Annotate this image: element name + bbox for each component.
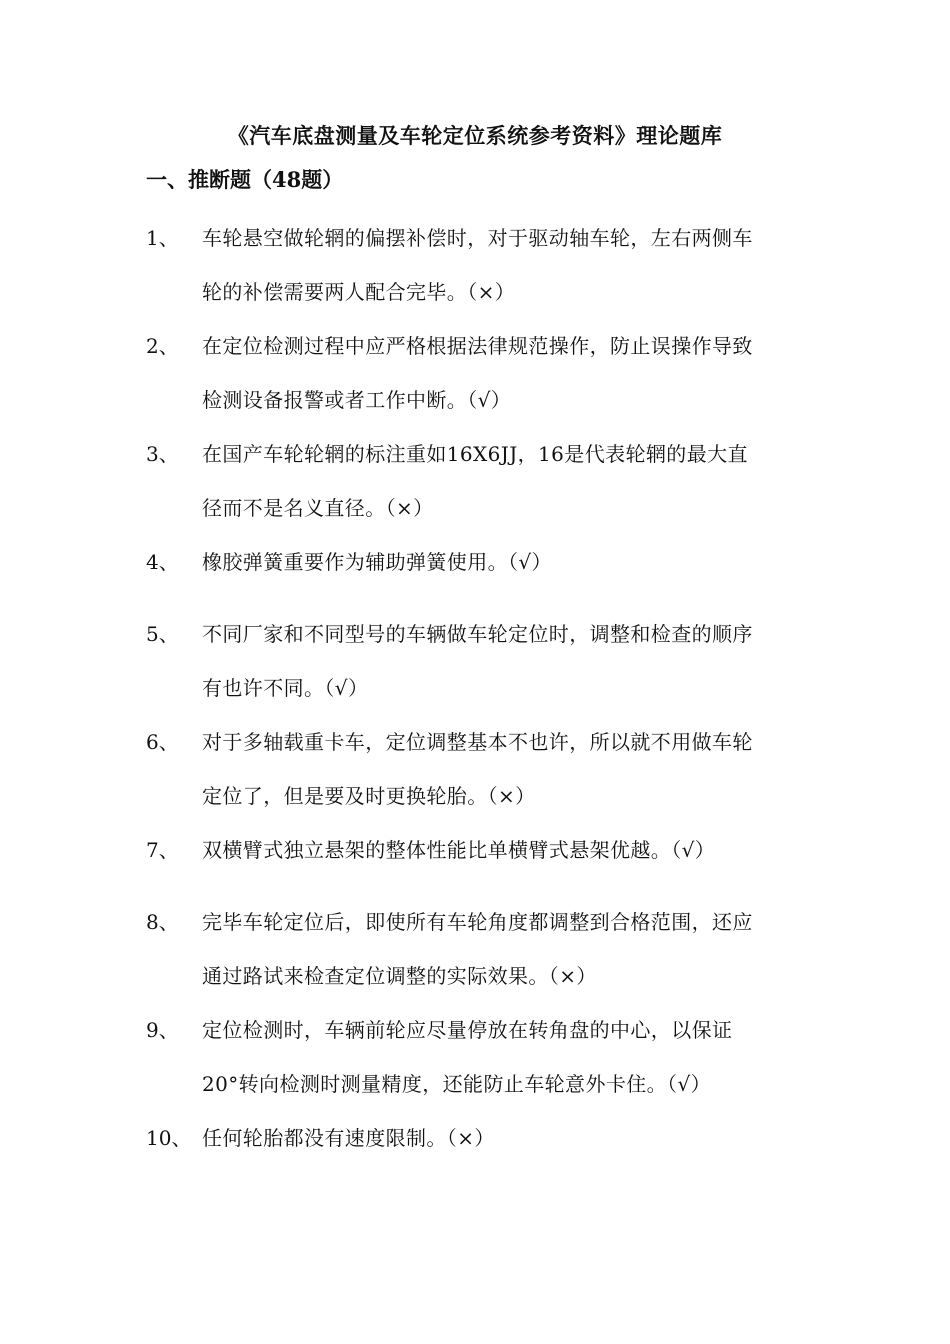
question-text-line: 不同厂家和不同型号的车辆做车轮定位时，调整和检查的顺序	[202, 622, 753, 646]
document-title: 《汽车底盘测量及车轮定位系统参考资料》理论题库	[227, 123, 723, 148]
question-text-line: 20°转向检测时测量精度，还能防止车轮意外卡住。（√）	[202, 1072, 711, 1096]
question-text-line: 在国产车轮轮辋的标注重如16X6JJ，16是代表轮辋的最大直	[202, 442, 748, 466]
question-number: 10、	[146, 1126, 192, 1150]
question-text-line: 车轮悬空做轮辋的偏摆补偿时，对于驱动轴车轮，左右两侧车	[202, 226, 753, 250]
question-number: 9、	[146, 1018, 179, 1042]
section-heading: 一、推断题（48题）	[146, 167, 344, 192]
question-text-line: 在定位检测过程中应严格根据法律规范操作，防止误操作导致	[202, 334, 753, 358]
question-number: 1、	[146, 226, 179, 250]
question-text-line: 通过路试来检查定位调整的实际效果。（×）	[202, 964, 597, 988]
question-number: 5、	[146, 622, 179, 646]
question-text-line: 轮的补偿需要两人配合完毕。（×）	[202, 280, 516, 304]
question-text-line: 双横臂式独立悬架的整体性能比单横臂式悬架优越。（√）	[202, 838, 716, 862]
question-number: 8、	[146, 910, 179, 934]
question-number: 4、	[146, 550, 179, 574]
question-text-line: 检测设备报警或者工作中断。（√）	[202, 388, 512, 412]
question-text-line: 定位检测时，车辆前轮应尽量停放在转角盘的中心，以保证	[202, 1018, 733, 1042]
question-text-line: 任何轮胎都没有速度限制。（×）	[202, 1126, 495, 1150]
question-text-line: 完毕车轮定位后，即使所有车轮角度都调整到合格范围，还应	[202, 910, 753, 934]
question-number: 7、	[146, 838, 179, 862]
question-text-line: 橡胶弹簧重要作为辅助弹簧使用。（√）	[202, 550, 552, 574]
question-text-line: 对于多轴载重卡车，定位调整基本不也许，所以就不用做车轮	[202, 730, 753, 754]
question-text-line: 有也许不同。（√）	[202, 676, 369, 700]
question-number: 6、	[146, 730, 179, 754]
question-text-line: 定位了，但是要及时更换轮胎。（×）	[202, 784, 536, 808]
question-text-line: 径而不是名义直径。（×）	[202, 496, 434, 520]
question-number: 3、	[146, 442, 179, 466]
question-number: 2、	[146, 334, 179, 358]
